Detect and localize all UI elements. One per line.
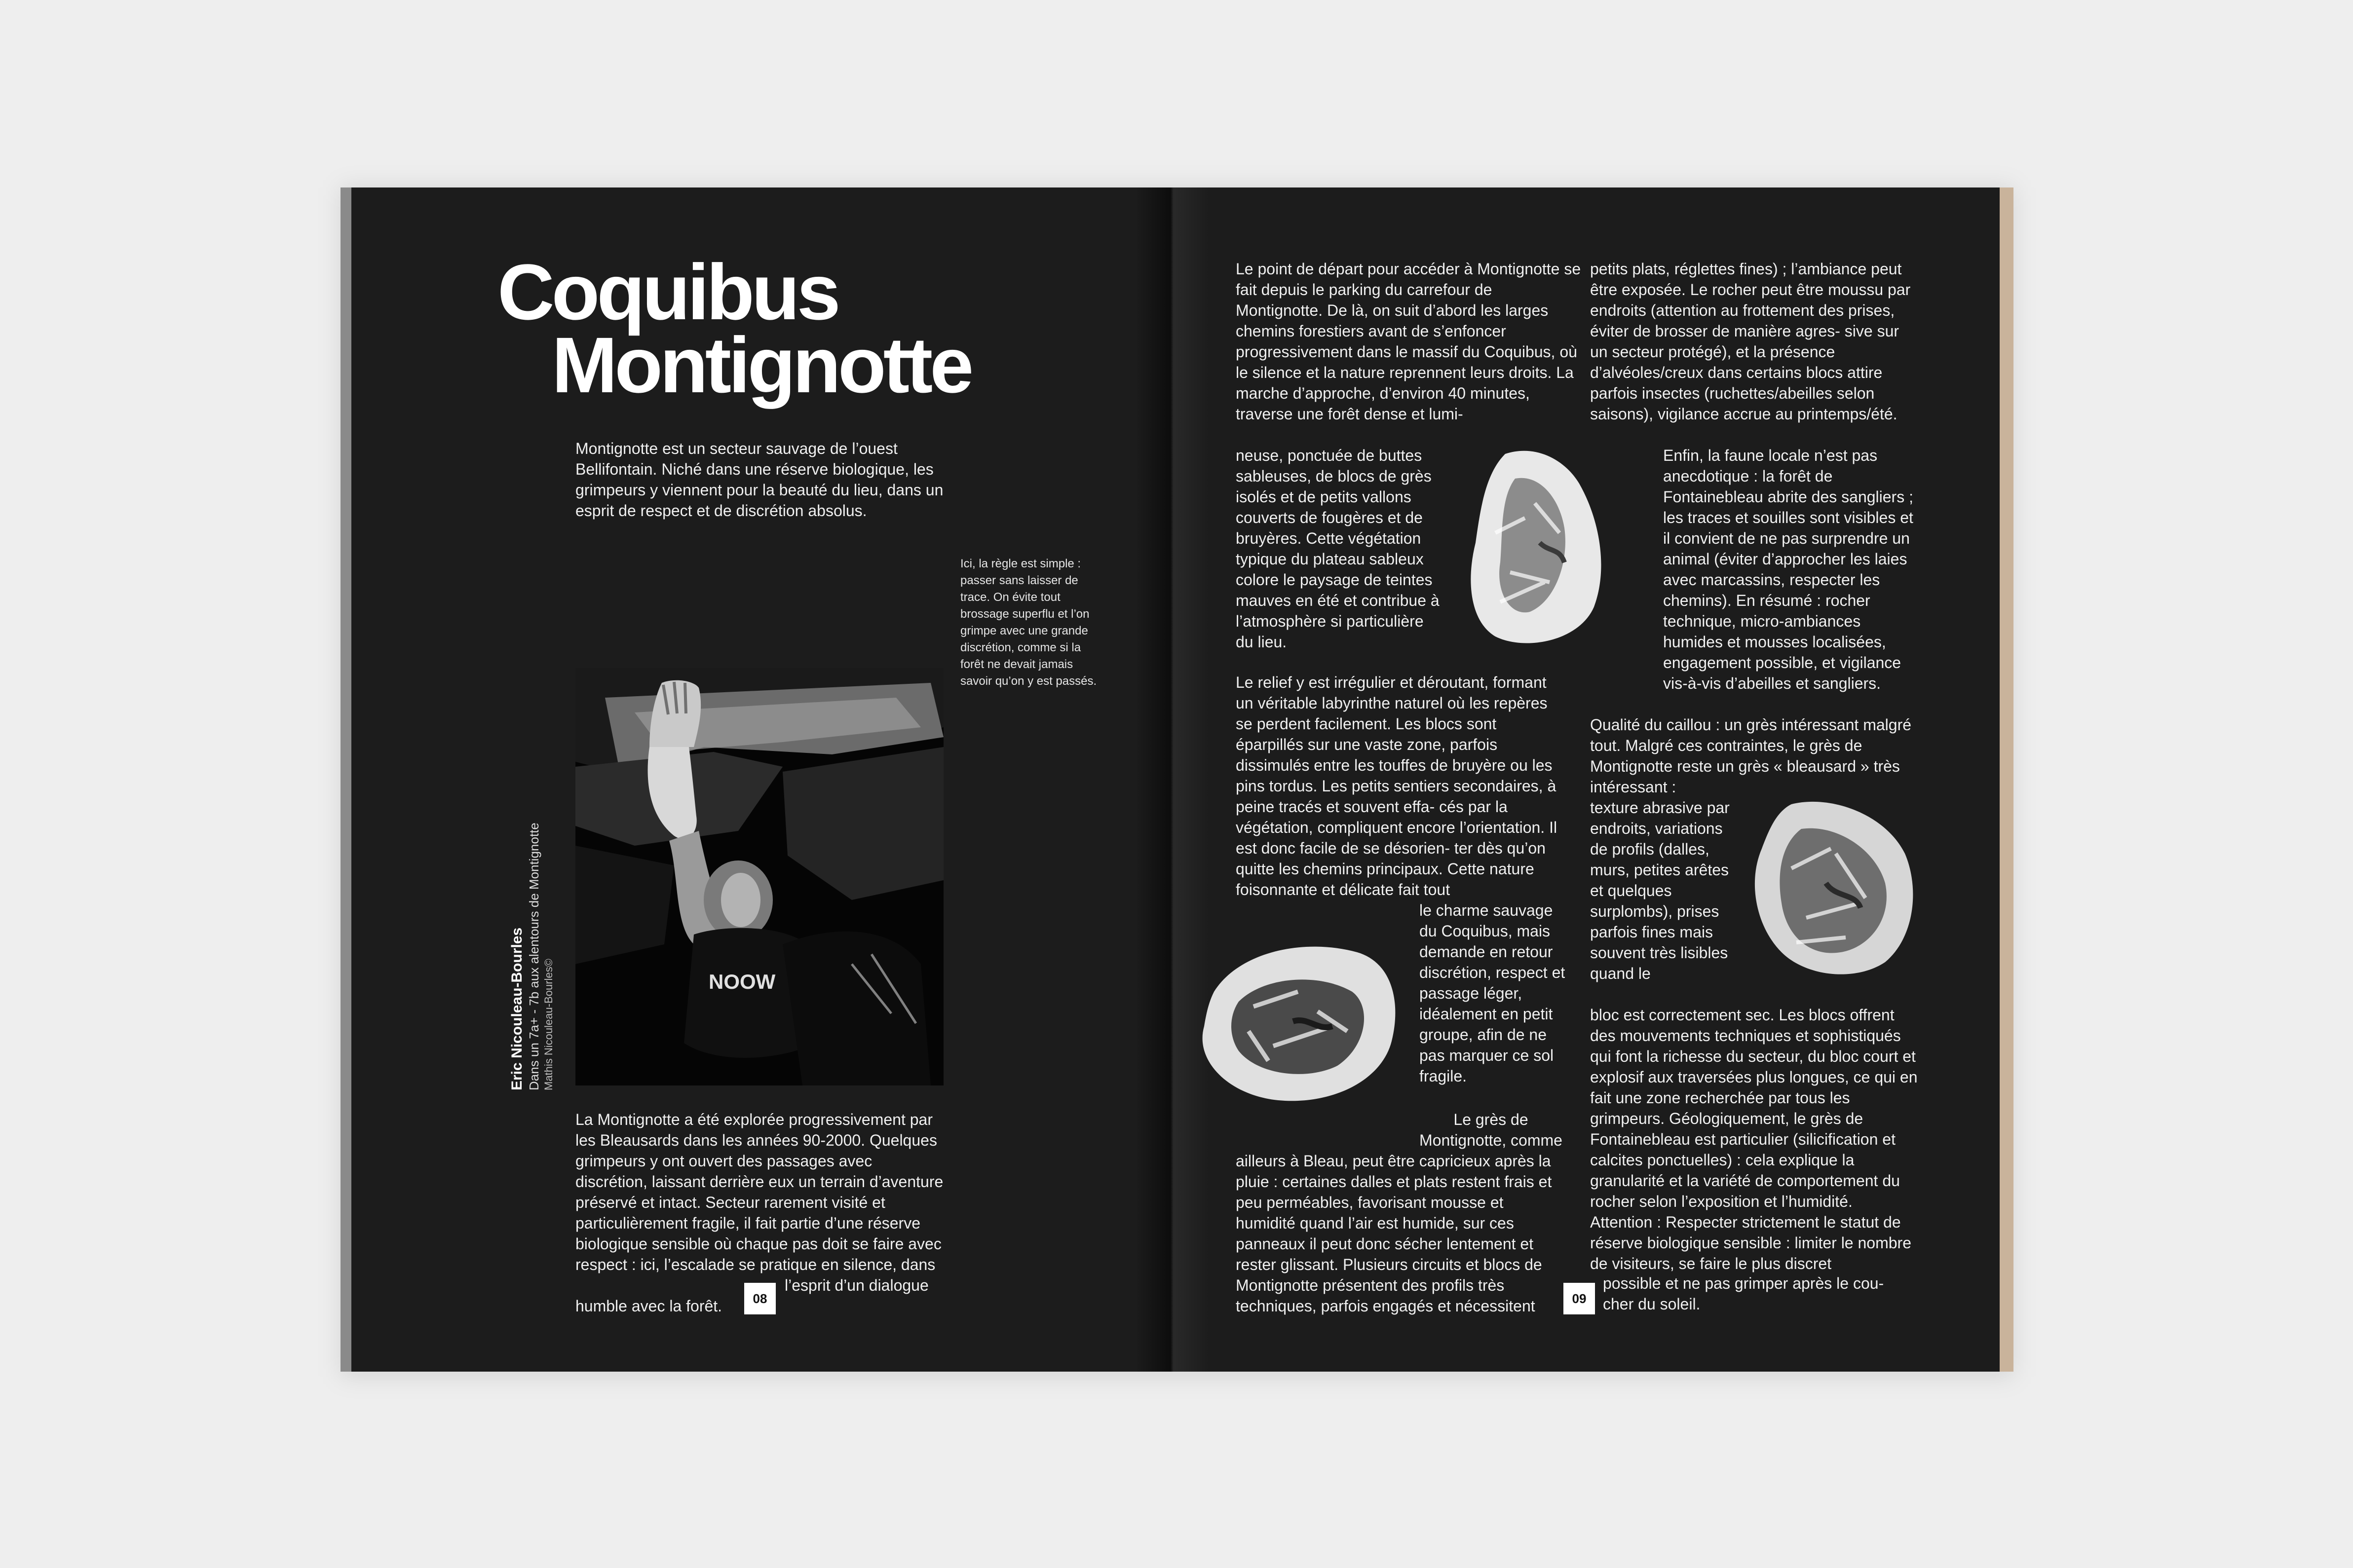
climber-photo-graphic [575,668,944,1085]
climber-photo [575,668,944,1085]
gres-paragraph: ailleurs à Bleau, peut être capricieux après la pluie : certaines dalles et plats restent frais et peu perméables, favorisant mousse et humidité quand l’air est humide, sur ces panneaux il peut donc sécher lentement et rester glissant. Plusieurs circuits et blocs de Montignotte présentent des profils très techniques, parfois engagés et nécessitent [1236,1152,1552,1315]
page-stack-edge-right [1999,187,2013,1372]
intro-paragraph: Montignotte est un secteur sauvage de l’ouest Bellifontain. Niché dans une réserve biologique, les grimpeurs y viennent pour la beauté du lieu, dans un esprit de respect et de discrétion absolus. [575,440,944,520]
title-line-1: Coquibus [497,248,838,336]
sandstone-rock-1 [1466,444,1609,651]
caption-credit: Mathis Nicouleau-Bourles© [542,959,555,1090]
caption-name: Eric Nicouleau-Bourles [509,927,525,1090]
page-number-right: 09 [1563,1283,1595,1314]
shirt-text: NOOW [709,970,776,993]
sandstone-rock-3 [1747,794,1920,982]
fauna-paragraph: Enfin, la faune locale n’est pas anecdotique : la forêt de Fontainebleau abrite des sangliers ; les traces et souilles sont visibles et il convient de ne pas surprendre un animal (éviter d’approcher les laies avec marcassins, respecter les chemins). En résumé : rocher technique, micro-ambiances humides et mousses localisées, engagement possible, et vigilance vis-à-vis d’abeilles et sangliers. [1663,447,1913,692]
caption-line: Dans un 7a+ - 7b aux alentours de Montignotte [527,822,541,1090]
quality-end: bloc est correctement sec. Les blocs offrent des mouvements techniques et sophistiqués qui font la richesse du secteur, du bloc court et explosif aux traversées plus longues, ce qui en fait une zone recherchée par tous les grimpeurs. Géologiquement, le grès de Fontainebleau est particulier (silicification et calcites ponctuelles) : cela explique la granularité et la variété de comportement du rocher selon l’exposition et l’humidité. Attention : Respecter strictement le statut de réserve biologique sensible : limiter le nombre de visiteurs, se faire le plus discret [1590,1006,1918,1272]
sidebar-note: Ici, la règle est simple : passer sans laisser de trace. On évite tout brossage superflu et l’on grimpe avec une grande discrétion, comme si la forêt ne devait jamais savoir qu’on y est passés. [960,557,1097,688]
quality-list: texture abrasive par endroits, variations de profils (dalles, murs, petites arêtes et quelques surplombs), prises parfois fines mais souvent très lisibles quand le [1590,799,1730,982]
exposure-paragraph: petits plats, réglettes fines) ; l’ambiance peut être exposée. Le rocher peut être moussu par endroits (attention au frottement des prises, éviter de brosser de manière agres- sive sur un secteur protégé), et la présence d’alvéoles/creux dans certains blocs attire parfois insectes (ruchettes/abeilles selon saisons), vigilance accrue au printemps/été. [1590,260,1911,423]
sandstone-rock-2 [1194,933,1402,1110]
vegetation-paragraph: neuse, ponctuée de buttes sableuses, de blocs de grès isolés et de petits vallons couverts de fougères et de bruyères. Cette végétation typique du plateau sableux colore le paysage de teintes mauves en été et contribue à l’atmosphère si particulière du lieu. [1236,447,1440,651]
relief-paragraph: Le relief y est irrégulier et déroutant, formant un véritable labyrinthe naturel où les repères se perdent facilement. Les blocs sont éparpillés sur une vaste zone, parfois dissimulés entre les touffes de bruyère ou les pins tordus. Les petits sentiers secondaires, à peine tracés et souvent effa- cés par la végétation, compliquent encore l’orientation. Il est donc facile de se désorien- ter dès qu’on quitte les chemins principaux. Cette nature foisonnante et délicate fait tout [1236,673,1557,898]
gres-lead: Le grès de Montignotte, comme [1419,1111,1562,1149]
title-line-2: Montignotte [552,321,971,409]
history-paragraph: La Montignotte a été explorée progressivement par les Bleausards dans les années 90-2000. Quelques grimpeurs y ont ouvert des passages avec discrétion, laissant derrière eux un terrain d’aventure préservé et intact. Secteur rarement visité et particulièrement fragile, il fait partie d’une réserve biologique sensible où chaque pas doit se faire avec respect : ici, l’escalade se pratique en silence, dans [575,1111,944,1273]
history-tail-right: l’esprit d’un dialogue [785,1276,929,1294]
access-paragraph: Le point de départ pour accéder à Montignotte se fait depuis le parking du carrefour de Montignotte. De là, on suit d’abord les larges chemins forestiers avant de s’enfoncer progressivement dans le massif du Coquibus, où le silence et la nature reprennent leurs droits. La marche d’approche, d’environ 40 minutes, traverse une forêt dense et lumi- [1236,260,1581,423]
attention-end: possible et ne pas grimper après le cou- cher du soleil. [1603,1274,1884,1313]
photo-caption [508,775,556,1090]
page-number-left: 08 [744,1283,776,1314]
charm-paragraph: le charme sauvage du Coquibus, mais demande en retour discrétion, respect et passage léger, idéalement en petit groupe, afin de ne pas marquer ce sol fragile. [1419,901,1565,1085]
history-tail-left: humble avec la forêt. [575,1297,722,1315]
quality-intro: Qualité du caillou : un grès intéressant malgré tout. Malgré ces contraintes, le grès de Montignotte reste un grès « bleausard » très intéressant : [1590,716,1912,796]
